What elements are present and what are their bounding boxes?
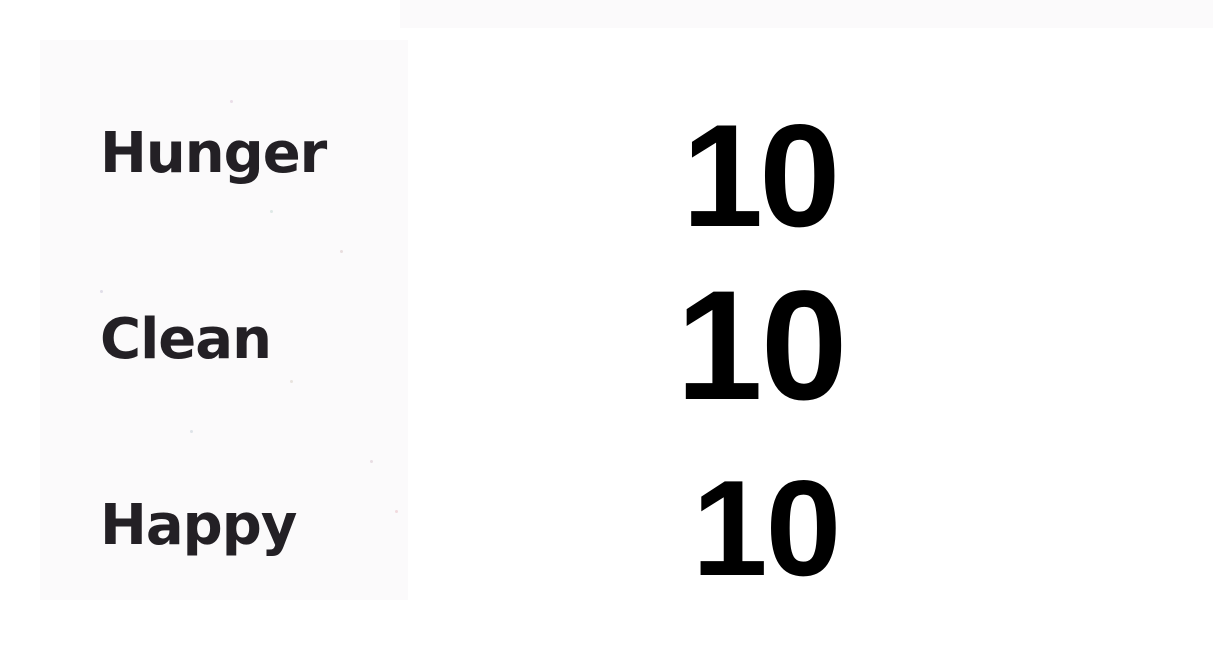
hunger-value: 10 [682, 94, 837, 257]
confetti-dot [190, 430, 193, 433]
happy-label: Happy [100, 493, 297, 558]
hunger-label: Hunger [100, 121, 327, 186]
confetti-dot [370, 460, 373, 463]
clean-label: Clean [100, 307, 271, 372]
top-band [400, 0, 1213, 28]
confetti-dot [100, 290, 103, 293]
confetti-dot [340, 250, 343, 253]
confetti-dot [230, 100, 233, 103]
clean-value: 10 [676, 259, 846, 433]
confetti-dot [290, 380, 293, 383]
confetti-dot [395, 510, 398, 513]
confetti-dot [270, 210, 273, 213]
happy-value: 10 [692, 452, 840, 604]
